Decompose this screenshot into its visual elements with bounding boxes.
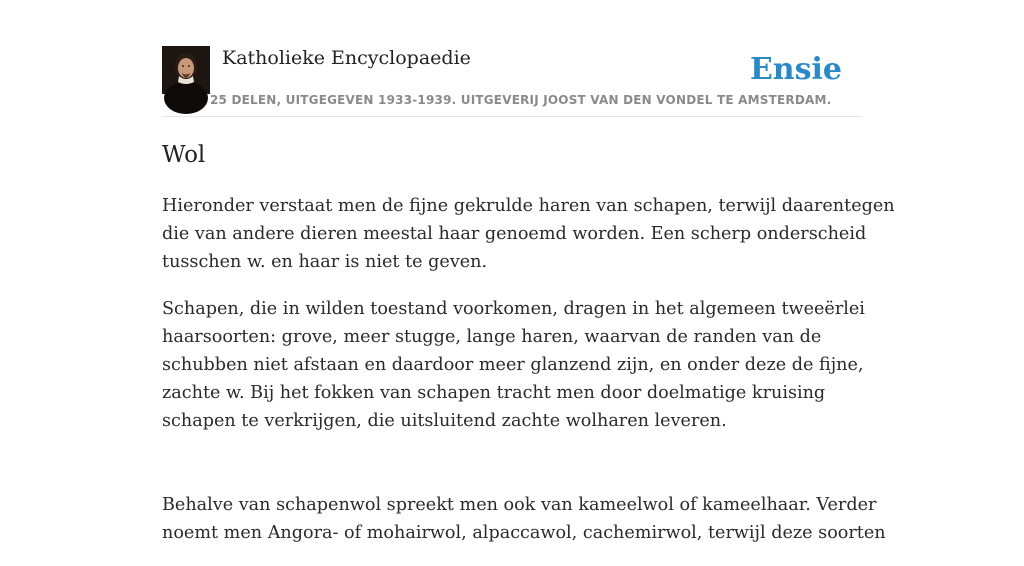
- article-title: Wol: [162, 142, 206, 168]
- article-paragraph: [162, 295, 866, 435]
- paragraph-line: schubben niet afstaan en daardoor meer glanzend zijn, en onder deze de fijne,: [162, 355, 864, 375]
- source-header: [162, 46, 862, 117]
- article-paragraph: [162, 491, 886, 547]
- paragraph-line: Schapen, die in wilden toestand voorkomen, dragen in het algemeen tweeërlei: [162, 299, 865, 319]
- source-title[interactable]: Katholieke Encyclopaedie: [222, 47, 471, 69]
- portrait-avatar-icon[interactable]: [162, 46, 210, 94]
- paragraph-spacer: [162, 454, 866, 491]
- paragraph-line: Behalve van schapenwol spreekt men ook van kameelwol of kameelhaar. Verder: [162, 495, 877, 515]
- paragraph-line: schapen te verkrijgen, die uitsluitend zachte wolharen leveren.: [162, 411, 727, 431]
- paragraph-line: noemt men Angora- of mohairwol, alpaccawol, cachemirwol, terwijl deze soorten: [162, 523, 886, 543]
- ensie-logo-link[interactable]: Ensie: [749, 52, 842, 87]
- paragraph-line: haarsoorten: grove, meer stugge, lange haren, waarvan de randen van de: [162, 327, 822, 347]
- article-paragraph: [162, 192, 895, 276]
- paragraph-line: zachte w. Bij het fokken van schapen tracht men door doelmatige kruising: [162, 383, 826, 403]
- paragraph-line: die van andere dieren meestal haar genoemd worden. Een scherp onderscheid: [162, 224, 867, 244]
- article-body: [162, 192, 895, 566]
- paragraph-line: tusschen w. en haar is niet te geven.: [162, 252, 488, 272]
- paragraph-line: Hieronder verstaat men de fijne gekrulde haren van schapen, terwijl daarentegen: [162, 196, 895, 216]
- source-meta: 25 DELEN, UITGEGEVEN 1933-1939. UITGEVERIJ JOOST VAN DEN VONDEL TE AMSTERDAM.: [210, 93, 832, 107]
